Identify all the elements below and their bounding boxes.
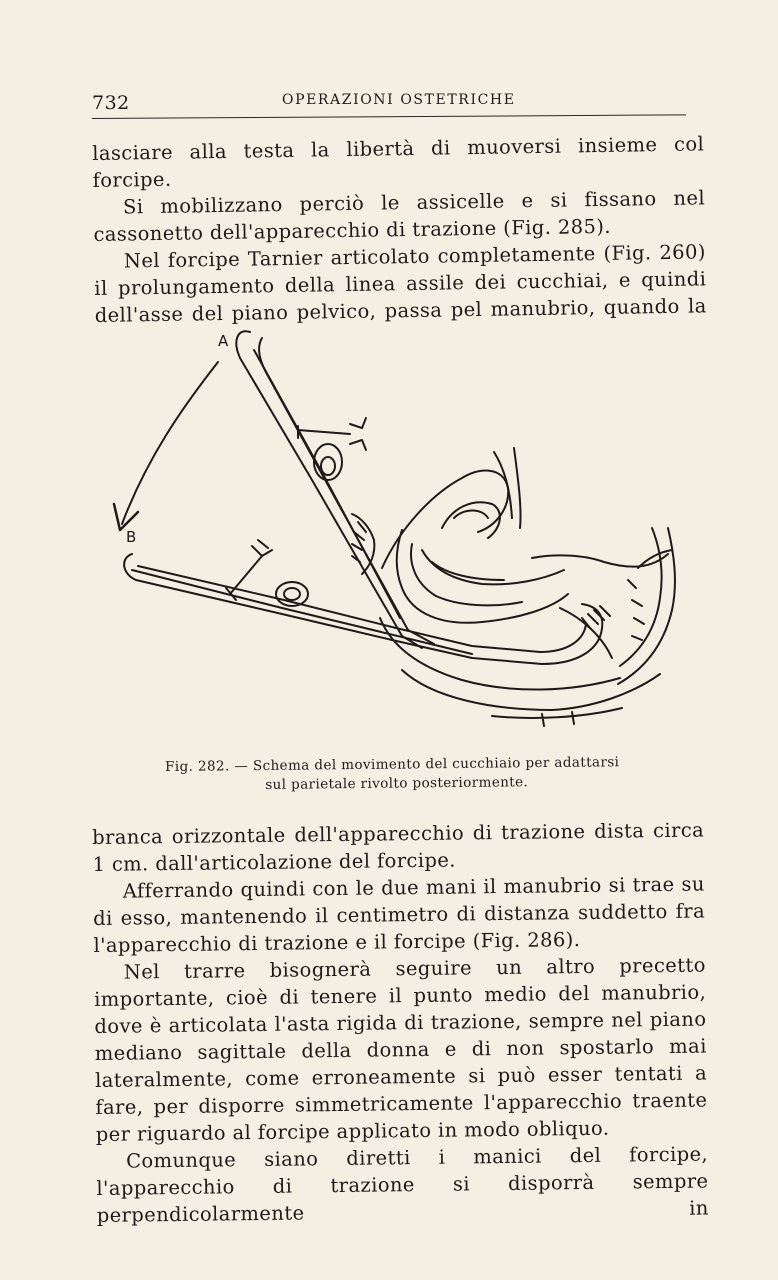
- traction-device-a: [298, 430, 350, 434]
- arrow-head: [114, 504, 138, 530]
- movement-arrow: [122, 362, 218, 524]
- forceps-illustration: [112, 318, 682, 738]
- pelvic-anatomy: [382, 471, 508, 568]
- paragraph: Nel forcipe Tarnier articolato completamente (Fig. 260) il prolungamento della linea assile dei cucchiai, e quindi dell'asse del piano pelvico, passa pel manubrio, quando la: [94, 240, 707, 327]
- paragraph: Afferrando quindi con le due mani il manubrio si trae su di esso, mantenendo il centimetro di distanza suddetto fra l'apparecchio di trazione e il forcipe (Fig. 286).: [93, 872, 706, 957]
- caption-line: sul parietale rivolto posteriormente.: [265, 774, 529, 793]
- paragraph: Si mobilizzano perciò le assicelle e si fissano nel cassonetto dell'apparecchio di trazione (Fig. 285).: [93, 186, 706, 246]
- label-position-a: A: [218, 332, 229, 350]
- paragraph: branca orizzontale dell'apparecchio di trazione dista circa 1 cm. dall'articolazione del forcipe.: [92, 818, 705, 876]
- running-title: OPERAZIONI OSTETRICHE: [282, 92, 516, 108]
- caption-line: Fig. 282. — Schema del movimento del cucchiaio per adattarsi: [165, 754, 620, 775]
- label-position-b: B: [126, 528, 137, 546]
- paragraph: lasciare alla testa la libertà di muoversi insieme col forcipe.: [92, 132, 705, 192]
- bottom-text-block: [92, 817, 709, 1229]
- traction-device-b: [230, 556, 262, 594]
- paragraph: Comunque siano diretti i manici del forcipe, l'apparecchio di trazione si disporrà sempre perpendicolarmente in: [96, 1142, 709, 1227]
- paragraph: Nel trarre bisognerà seguire un altro precetto importante, cioè di tenere il punto medio del manubrio, dove è articolata l'asta rigida di trazione, sempre nel piano mediano sagittale della donna e di non spostarlo mai lateralmente, come erroneamente si può esser tentati a fare, per disporre simmetricamente l'apparecchio traente per riguardo al forcipe applicato in modo obliquo.: [94, 953, 708, 1146]
- top-text-block: [92, 130, 707, 329]
- forceps-a-outline: [236, 331, 422, 648]
- page-number: 732: [92, 92, 130, 114]
- header-rule: [92, 114, 686, 119]
- figure-forceps-diagram: [112, 318, 682, 738]
- figure-caption: [165, 753, 645, 796]
